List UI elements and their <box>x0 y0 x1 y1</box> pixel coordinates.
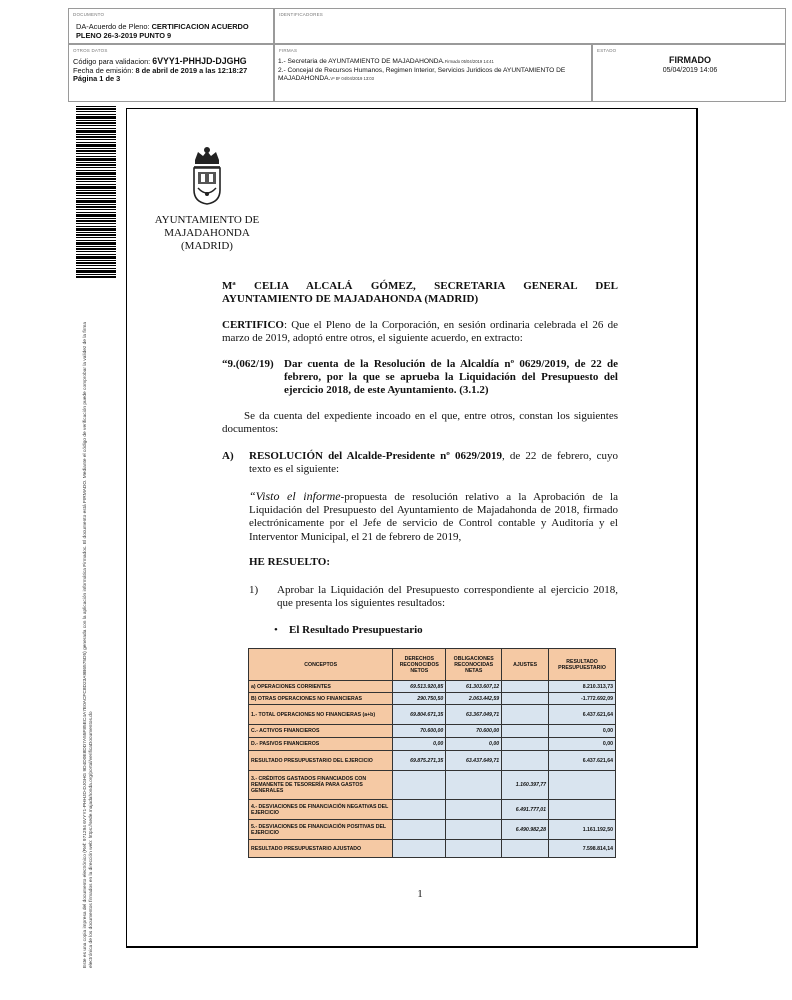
page-number: 1 <box>417 888 423 900</box>
visto-paragraph: “Visto el informe-propuesta de resolución relativo a la Aprobación de la Liquidación del Presupuesto del Ayuntamiento de Majadahonda de 2018, firmado electrónicamente por el Jefe de servicio de Control contable y Auditoría y el Interventor Municipal, el 21 de febrero de 2019, <box>249 489 618 543</box>
col-conceptos: CONCEPTOS <box>249 649 393 681</box>
col-ajustes: AJUSTES <box>502 649 549 681</box>
firmas-caption: FIRMAS <box>279 48 298 53</box>
table-row: D.- PASIVOS FINANCIEROS 0,00 0,00 0,00 <box>249 738 616 751</box>
otros-datos-cell: OTROS DATOS Código para validacion: 6VYY1-PHHJD-DJGHG Fecha de emisión: 8 de abril de 2019 a las 12:18:27 Página 1 de 3 <box>68 44 274 102</box>
point-1-number: 1) <box>249 584 259 596</box>
table-row: RESULTADO PRESUPUESTARIO DEL EJERCICIO 69.875.271,35 63.437.649,71 6.437.621,64 <box>249 751 616 771</box>
estado-caption: ESTADO <box>597 48 617 53</box>
firma-2: 2.- Concejal de Recursos Humanos, Regimen Interior, Servicios Juridicos de AYUNTAMIENTO DE MAJADAHONDA. <box>278 66 566 83</box>
a-paragraph: RESOLUCIÓN del Alcalde-Presidente nº 0629/2019, de 22 de febrero, cuyo texto es el siguiente: <box>249 450 618 476</box>
item-text: Dar cuenta de la Resolución de la Alcaldía nº 0629/2019, de 22 de febrero, por la que se aprueba la Liquidación del Presupuesto del ejercicio 2018, de este Ayuntamiento. (3.1.2) <box>284 358 618 397</box>
item-number: “9.(062/19) <box>222 358 274 370</box>
table-row: 4.- DESVIACIONES DE FINANCIACIÓN NEGATIVAS DEL EJERCICIO 6.491.777,01 <box>249 800 616 820</box>
heading-line1: Mª CELIA ALCALÁ GÓMEZ, SECRETARIA GENERAL DEL <box>222 280 618 292</box>
letterhead-line2: MAJADAHONDA <box>164 227 250 239</box>
barcode <box>76 106 116 278</box>
table-row: a) OPERACIONES CORRIENTES 69.513.920,85 61.303.607,12 8.210.313,73 <box>249 681 616 693</box>
documento-cell <box>68 8 274 44</box>
page-count: Página 1 de 3 <box>73 74 121 84</box>
table-row: 1.- TOTAL OPERACIONES NO FINANCIERAS (a+b) 69.804.671,35 63.367.049,71 6.437.621,64 <box>249 705 616 725</box>
table-row: RESULTADO PRESUPUESTARIO AJUSTADO 7.598.814,14 <box>249 840 616 858</box>
estado-date: 05/04/2019 14:06 <box>662 67 718 74</box>
table-row: 5.- DESVIACIONES DE FINANCIACIÓN POSITIVAS DEL EJERCICIO 6.490.982,28 1.161.192,50 <box>249 820 616 840</box>
col-obligaciones: OBLIGACIONES RECONOCIDAS NETAS <box>446 649 502 681</box>
documento-text: DA-Acuerdo de Pleno: CERTIFICACION ACUERDO PLENO 26-3-2019 PUNTO 9 <box>76 22 249 40</box>
point-1-text: Aprobar la Liquidación del Presupuesto correspondiente al ejercicio 2018, que presenta los siguientes resultados: <box>277 584 618 610</box>
table-row: 3.- CRÉDITOS GASTADOS FINANCIADOS CON REMANENTE DE TESORERÍA PARA GASTOS GENERALES 1.160.397,77 <box>249 771 616 800</box>
heading-line2: AYUNTAMIENTO DE MAJADAHONDA (MADRID) <box>222 293 479 306</box>
col-resultado: RESULTADO PRESUPUESTARIO <box>549 649 616 681</box>
resultado-presupuestario-table <box>248 648 616 874</box>
expediente-paragraph: Se da cuenta del expediente incoado en el que, entre otros, constan los siguientes documentos: <box>222 410 618 436</box>
table-row: B) OTRAS OPERACIONES NO FINANCIERAS 290.750,50 2.063.442,59 -1.772.692,09 <box>249 693 616 705</box>
firma-1: 1.- Secretaria de AYUNTAMIENTO DE MAJADAHONDA. <box>278 58 445 65</box>
verification-sidenote: Este es una copia impresa del documento electrónico (Ref: 971294 6VYY1-PHHJD-DJGHG 9D4D0E8DD7A55F85EC4A7E0ACFC8D23A9B6575D5) generada con la aplicación informática Firmadoc. El documento está FIRMADO. Mediante el código de verificación puede comprobar la validez de la firma electrónica de los documentos firmados en la dirección web: https://sede.majadahonda.org/portal/verificaDocumentos.do <box>83 321 95 968</box>
letterhead-line3: (MADRID) <box>181 240 233 252</box>
identificadores-cell <box>274 8 786 44</box>
table-row: C.- ACTIVOS FINANCIEROS 70.600,00 70.600,00 0,00 <box>249 725 616 738</box>
letterhead-line1: AYUNTAMIENTO DE <box>154 214 260 226</box>
bullet-text: El Resultado Presupuestario <box>289 624 423 636</box>
validation-code[interactable]: 6VYY1-PHHJD-DJGHG <box>152 56 247 66</box>
emission-date: 8 de abril de 2019 a las 12:18:27 <box>135 65 248 75</box>
table-header-row <box>249 649 616 681</box>
otros-caption: OTROS DATOS <box>73 48 108 53</box>
bullet-icon: • <box>274 624 278 636</box>
heading <box>222 280 618 306</box>
documento-caption: DOCUMENTO <box>73 12 105 17</box>
estado-cell <box>592 44 786 102</box>
letterhead <box>146 214 268 253</box>
coat-of-arms-icon <box>189 146 225 206</box>
documento-line2: PLENO 26-3-2019 PUNTO 9 <box>76 31 172 40</box>
estado-value: FIRMADO <box>669 55 711 65</box>
he-resuelto: HE RESUELTO: <box>249 556 331 568</box>
a-letter: A) <box>222 450 234 462</box>
document-header <box>68 8 786 102</box>
certifico-paragraph: CERTIFICO: Que el Pleno de la Corporación, en sesión ordinaria celebrada el 26 de marzo de 2019, adoptó entre otros, el siguiente acuerdo, en extracto: <box>222 319 618 345</box>
col-derechos: DERECHOS RECONOCIDOS NETOS <box>393 649 446 681</box>
firmas-cell: FIRMAS 1.- Secretaria de AYUNTAMIENTO DE MAJADAHONDA.Firmado 05/04/2019 14:41 2.- Concejal de Recursos Humanos, Regimen Interior, Servicios Juridicos de AYUNTAMIENTO DE MAJADAHONDA.Vº Bº 04/04/2019 13:03 <box>274 44 592 102</box>
identificadores-caption: IDENTIFICADORES <box>279 12 324 17</box>
